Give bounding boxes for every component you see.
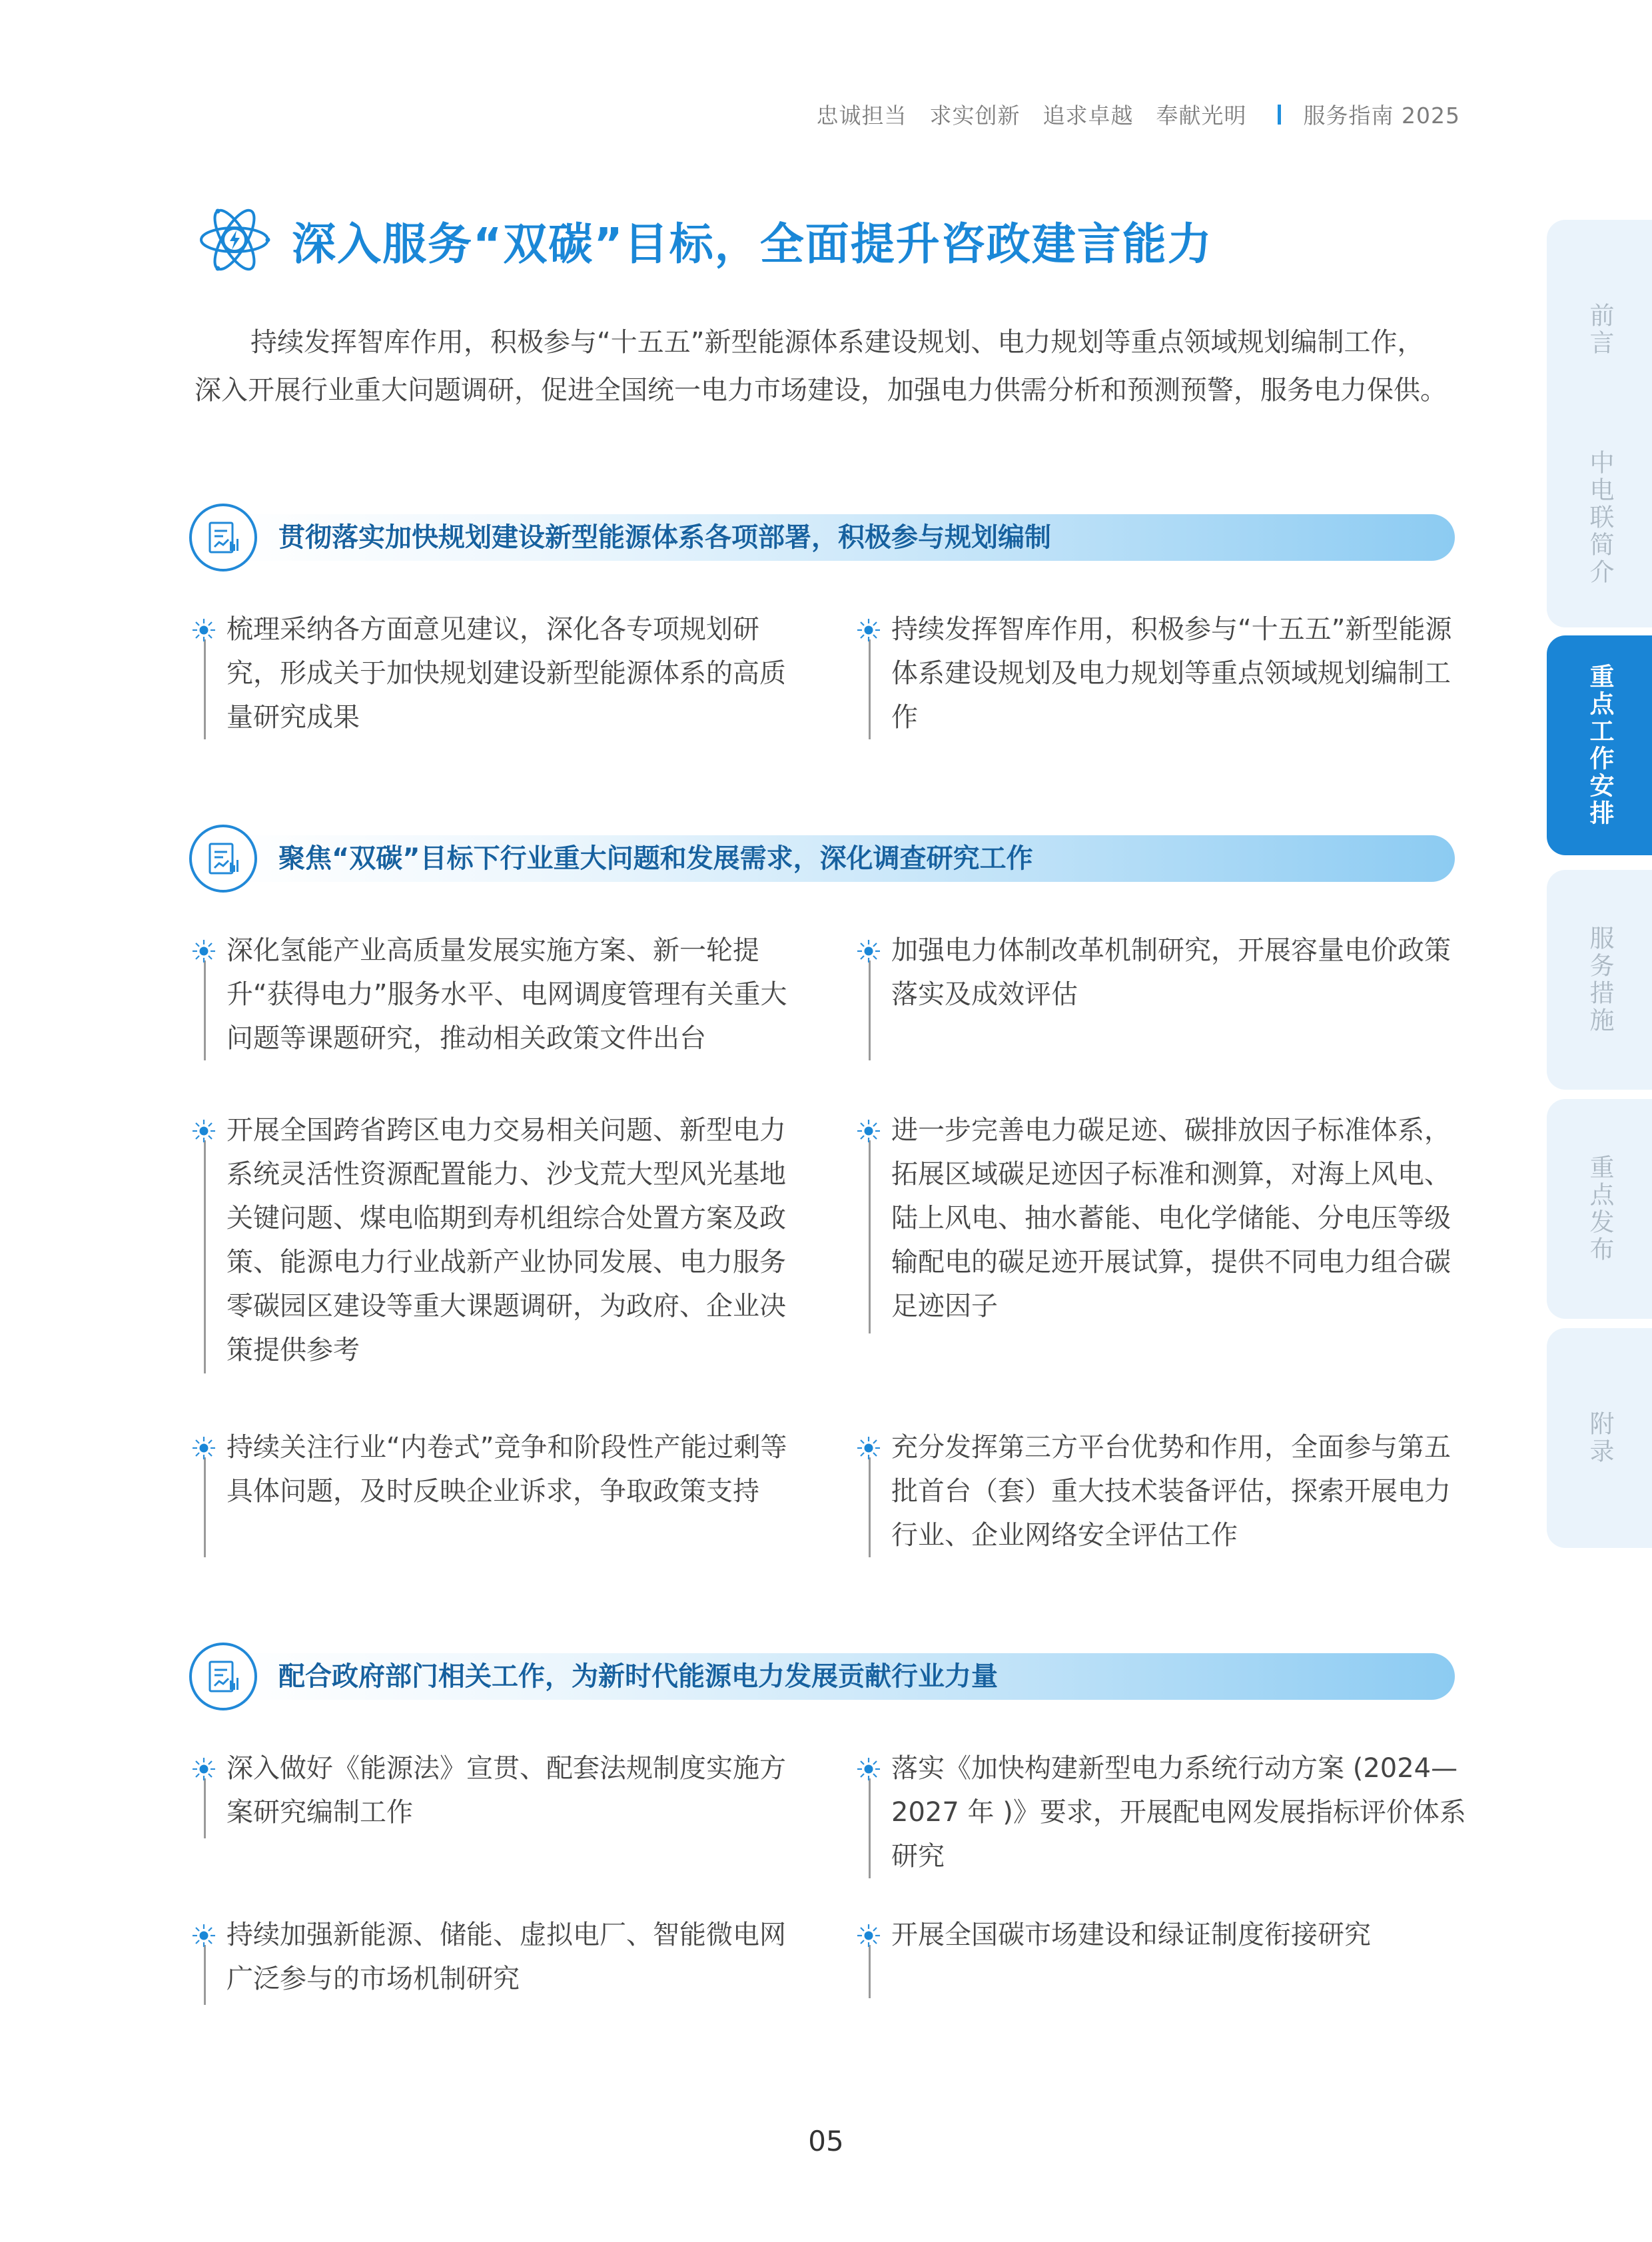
intro-line: 持续发挥智库作用，积极参与“十五五”新型能源体系建设规划、电力规划等重点领域规划编制工作， (250, 327, 1424, 358)
item-rule (204, 1457, 206, 1557)
item-text: 落实《加快构建新型电力系统行动方案 (2024—2027 年 )》要求，开展配电网发展指标评价体系研究 (891, 1753, 1466, 1872)
tab-appendix[interactable] (1547, 1328, 1652, 1548)
tab-key-work[interactable] (1547, 635, 1652, 855)
slogan: 奉献光明 (1156, 103, 1247, 129)
tab-service-measures[interactable] (1547, 870, 1652, 1090)
sun-dot-icon (192, 1119, 216, 1143)
item-text: 开展全国碳市场建设和绿证制度衔接研究 (891, 1920, 1371, 1950)
list-item (195, 929, 807, 1060)
item-text: 进一步完善电力碳足迹、碳排放因子标准体系，拓展区域碳足迹因子标准和测算，对海上风电、陆上风电、抽水蓄能、电化学储能、分电压等级输配电的碳足迹开展试算，提供不同电力组合碳足迹因子 (891, 1115, 1451, 1321)
item-text: 持续关注行业“内卷式”竞争和阶段性产能过剩等具体问题，及时反映企业诉求，争取政策支持 (226, 1432, 787, 1507)
section-title: 配合政府部门相关工作，为新时代能源电力发展贡献行业力量 (278, 1661, 998, 1692)
item-rule (869, 1945, 871, 1998)
sun-dot-icon (857, 618, 881, 642)
item-text: 充分发挥第三方平台优势和作用，全面参与第五批首台（套）重大技术装备评估，探索开展电力行业、企业网络安全评估工作 (891, 1432, 1451, 1551)
document-chart-icon (189, 504, 257, 571)
section-header (189, 504, 1455, 577)
item-text: 开展全国跨省跨区电力交易相关问题、新型电力系统灵活性资源配置能力、沙戈荒大型风光基地关键问题、煤电临期到寿机组综合处置方案及政策、能源电力行业战新产业协同发展、电力服务零碳园区建设等重大课题调研，为政府、企业决策提供参考 (226, 1115, 786, 1365)
item-rule (869, 1140, 871, 1333)
tab-label: 前言 (1585, 302, 1614, 357)
list-item (195, 1425, 807, 1513)
tab-key-releases[interactable] (1547, 1099, 1652, 1319)
list-item (859, 1425, 1472, 1557)
tab-label: 重点工作安排 (1585, 663, 1614, 827)
document-chart-icon (189, 825, 257, 893)
item-rule (204, 1140, 206, 1373)
sun-dot-icon (857, 1119, 881, 1143)
sun-dot-icon (857, 939, 881, 963)
item-text: 持续发挥智库作用，积极参与“十五五”新型能源体系建设规划及电力规划等重点领域规划编制工作 (891, 614, 1452, 733)
list-item (859, 607, 1472, 739)
item-rule (204, 960, 206, 1060)
sun-dot-icon (192, 1924, 216, 1948)
sun-dot-icon (192, 1757, 216, 1781)
item-text: 加强电力体制改革机制研究，开展容量电价政策落实及成效评估 (891, 935, 1451, 1010)
list-item (859, 1913, 1472, 1957)
item-rule (204, 639, 206, 739)
item-rule (869, 960, 871, 1060)
sun-dot-icon (192, 618, 216, 642)
sun-dot-icon (857, 1436, 881, 1460)
sun-dot-icon (192, 939, 216, 963)
item-rule (869, 1778, 871, 1878)
page-title-block (195, 200, 1213, 280)
item-rule (869, 1457, 871, 1557)
item-text: 深化氢能产业高质量发展实施方案、新一轮提升“获得电力”服务水平、电网调度管理有关重大问题等课题研究，推动相关政策文件出台 (226, 935, 787, 1054)
guide-label: 服务指南 2025 (1303, 103, 1460, 129)
item-rule (869, 639, 871, 739)
item-rule (204, 1778, 206, 1838)
list-item (195, 1108, 807, 1372)
list-item (195, 607, 807, 739)
list-item (195, 1913, 807, 2001)
slogan: 求实创新 (929, 103, 1021, 129)
intro-line: 深入开展行业重大问题调研，促进全国统一电力市场建设，加强电力供需分析和预测预警，服务电力保供。 (195, 375, 1447, 406)
document-chart-icon (189, 1643, 257, 1710)
tab-preface[interactable] (1547, 220, 1652, 440)
section-title: 贯彻落实加快规划建设新型能源体系各项部署，积极参与规划编制 (278, 522, 1051, 553)
slogan: 忠诚担当 (816, 103, 907, 129)
item-text: 梳理采纳各方面意见建议，深化各专项规划研究，形成关于加快规划建设新型能源体系的高质量研究成果 (226, 614, 786, 733)
section-header (189, 825, 1455, 898)
tab-label: 中电联简介 (1585, 449, 1614, 586)
page-title: 深入服务“双碳”目标，全面提升咨政建言能力 (292, 218, 1213, 270)
intro-paragraph (195, 318, 1460, 414)
item-text: 持续加强新能源、储能、虚拟电厂、智能微电网广泛参与的市场机制研究 (226, 1920, 786, 1994)
list-item (859, 929, 1472, 1016)
slogan: 追求卓越 (1042, 103, 1134, 129)
header-divider (1278, 105, 1281, 125)
sun-dot-icon (192, 1436, 216, 1460)
tab-label: 服务措施 (1585, 925, 1614, 1034)
list-item (859, 1108, 1472, 1328)
sun-dot-icon (857, 1924, 881, 1948)
tab-cec-intro[interactable] (1547, 408, 1652, 627)
tab-label: 重点发布 (1585, 1154, 1614, 1264)
section-header (189, 1643, 1455, 1716)
atom-lightning-icon (195, 200, 274, 280)
sun-dot-icon (857, 1757, 881, 1781)
item-text: 深入做好《能源法》宣贯、配套法规制度实施方案研究编制工作 (226, 1753, 786, 1828)
header-line (817, 99, 1460, 130)
list-item (859, 1746, 1472, 1878)
section-title: 聚焦“双碳”目标下行业重大问题和发展需求，深化调查研究工作 (278, 843, 1033, 874)
list-item (195, 1746, 807, 1834)
item-rule (204, 1945, 206, 2005)
page-number: 05 (808, 2125, 844, 2157)
tab-label: 附录 (1585, 1411, 1614, 1465)
